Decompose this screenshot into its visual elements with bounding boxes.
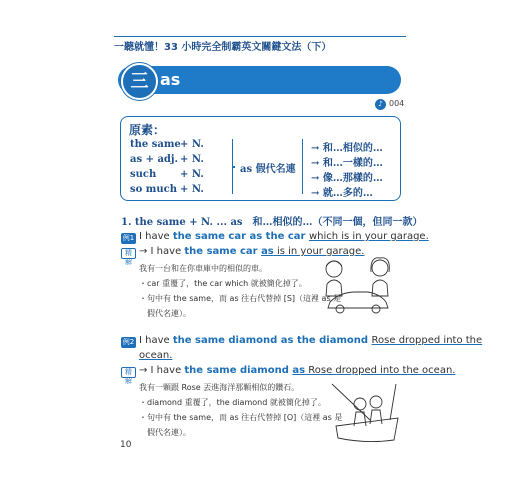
section-title: as: [160, 70, 181, 89]
principle-left-row: the same: [130, 139, 181, 150]
explain-badge: 精解: [121, 367, 136, 378]
meaning-row: → 像…那樣的…: [311, 173, 383, 184]
meaning-row: → 和…相似的…: [311, 143, 383, 154]
explain-line: 假代名連）。: [139, 428, 191, 437]
principle-heading: 原素：: [129, 123, 166, 137]
example-sentence-continued: ocean.: [139, 350, 173, 361]
principle-left-suffix: + N.: [180, 184, 204, 195]
meaning-row: → 和…一樣的…: [311, 158, 383, 169]
track-number: 004: [389, 99, 405, 108]
principle-left-row: so much: [130, 184, 177, 195]
principle-left-row: as + adj.: [130, 154, 179, 165]
example-sentence: I have the same car as the car which is in your garage.: [139, 231, 429, 242]
book-title: 一聽就懂！33 小時完全制霸英文關鍵文法（下）: [114, 42, 332, 53]
meaning-row: → 就…多的…: [311, 188, 373, 199]
speaker-icon[interactable]: ♪: [375, 99, 386, 110]
example-badge: 例2: [122, 338, 135, 346]
principle-left-suffix: + N.: [180, 169, 204, 180]
example-sentence: I have the same diamond as the diamond Rose dropped into the: [139, 335, 483, 346]
principle-left-suffix: + N.: [180, 154, 204, 165]
bracket-arm: [232, 166, 235, 168]
principle-left-row: such: [130, 169, 157, 180]
ship-illustration: [330, 382, 402, 446]
section-number-badge: 三: [121, 63, 158, 100]
pronoun-label: as 假代名連: [240, 164, 296, 175]
bracket: [302, 139, 308, 194]
example-badge: 例1: [122, 234, 135, 242]
page-number: 10: [120, 440, 132, 450]
principle-left-suffix: + N.: [180, 139, 204, 150]
explain-line: 我有一台和在你車庫中的相似的車。: [139, 264, 267, 273]
explain-line: ・句中有 the same，而 as 往右代替掉 [O]（這裡 as 是: [139, 413, 343, 422]
explain-line: ・car 重覆了，the car which 就被簡化掉了。: [139, 279, 307, 288]
rule-heading: 1. the same + N. ... as 和…相似的…（不同一個，但同一款）: [121, 217, 423, 228]
explain-line: 假代名連）。: [139, 309, 191, 318]
explain-line: ・diamond 重覆了，the diamond 就被簡化掉了。: [139, 398, 326, 407]
header-rule: [114, 36, 406, 37]
explain-line: 我有一顆跟 Rose 丟進海洋那顆相似的鑽石。: [139, 383, 300, 392]
car-illustration: [318, 252, 400, 314]
explain-sentence: → I have the same diamond as Rose dropped into the ocean.: [139, 365, 456, 376]
explain-sentence: → I have the same car as is in your garage.: [139, 246, 365, 257]
explain-line: ・句中有 the same，而 as 往右代替掉 [S]（這裡 as 是: [139, 294, 342, 303]
explain-badge: 精解: [121, 248, 136, 259]
